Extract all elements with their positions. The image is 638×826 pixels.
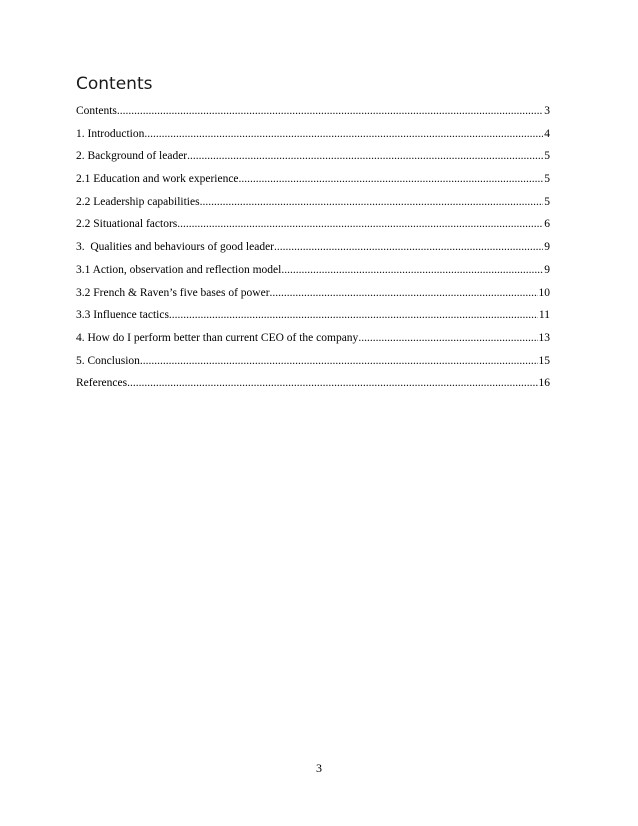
toc-entry[interactable] xyxy=(76,307,550,330)
toc-entry-title: 3. Qualities and behaviours of good leader xyxy=(76,241,274,254)
toc-entry[interactable] xyxy=(76,148,550,171)
toc-dot-leader xyxy=(177,216,543,232)
table-of-contents xyxy=(76,103,550,398)
toc-entry-title: 1. Introduction xyxy=(76,127,145,140)
toc-entry-title: 2.2 Leadership capabilities xyxy=(76,195,200,208)
page-number: 3 xyxy=(316,761,322,775)
toc-entry-title: 3.2 French & Raven’s five bases of power xyxy=(76,286,270,299)
toc-entry-title: 5. Conclusion xyxy=(76,354,140,367)
toc-dot-leader xyxy=(169,307,538,323)
toc-entry-title: Contents xyxy=(76,105,117,117)
toc-entry-page: 15 xyxy=(538,354,550,367)
toc-dot-leader xyxy=(127,375,537,391)
toc-entry[interactable] xyxy=(76,171,550,194)
toc-entry[interactable] xyxy=(76,375,550,398)
toc-entry-title: 3.3 Influence tactics xyxy=(76,309,169,322)
toc-entry[interactable] xyxy=(76,262,550,285)
toc-dot-leader xyxy=(270,285,538,301)
toc-entry[interactable] xyxy=(76,126,550,149)
toc-entry[interactable] xyxy=(76,330,550,353)
toc-heading: Contents xyxy=(76,74,153,94)
toc-dot-leader xyxy=(281,262,543,278)
toc-entry-page: 5 xyxy=(544,150,550,163)
toc-entry-page: 10 xyxy=(538,286,550,299)
toc-dot-leader xyxy=(140,353,538,369)
toc-entry-page: 9 xyxy=(544,241,550,254)
toc-dot-leader xyxy=(274,239,543,255)
toc-dot-leader xyxy=(200,194,544,210)
toc-entry-title: References xyxy=(76,377,128,390)
toc-entry-page: 13 xyxy=(538,331,550,344)
toc-entry-page: 4 xyxy=(544,127,550,140)
toc-entry[interactable] xyxy=(76,216,550,239)
toc-entry[interactable] xyxy=(76,239,550,262)
toc-entry[interactable] xyxy=(76,194,550,217)
toc-entry-page: 3 xyxy=(544,105,550,117)
toc-dot-leader xyxy=(187,148,543,164)
toc-entry-page: 16 xyxy=(538,377,550,390)
toc-entry-title: 2. Background of leader xyxy=(76,150,188,163)
toc-entry[interactable] xyxy=(76,103,550,126)
toc-dot-leader xyxy=(144,126,543,142)
toc-entry[interactable] xyxy=(76,285,550,308)
toc-entry-page: 9 xyxy=(544,263,550,276)
toc-entry-page: 5 xyxy=(544,173,550,186)
toc-dot-leader xyxy=(239,171,544,187)
toc-entry-title: 2.2 Situational factors xyxy=(76,218,178,231)
toc-entry-title: 3.1 Action, observation and reflection model xyxy=(76,263,282,276)
toc-entry-title: 4. How do I perform better than current CEO of the company xyxy=(76,331,359,344)
toc-entry[interactable] xyxy=(76,353,550,376)
toc-entry-title: 2.1 Education and work experience xyxy=(76,173,239,186)
toc-entry-page: 11 xyxy=(538,309,550,322)
toc-dot-leader xyxy=(117,103,543,119)
toc-entry-page: 6 xyxy=(544,218,550,231)
toc-dot-leader xyxy=(358,330,537,346)
toc-entry-page: 5 xyxy=(544,195,550,208)
